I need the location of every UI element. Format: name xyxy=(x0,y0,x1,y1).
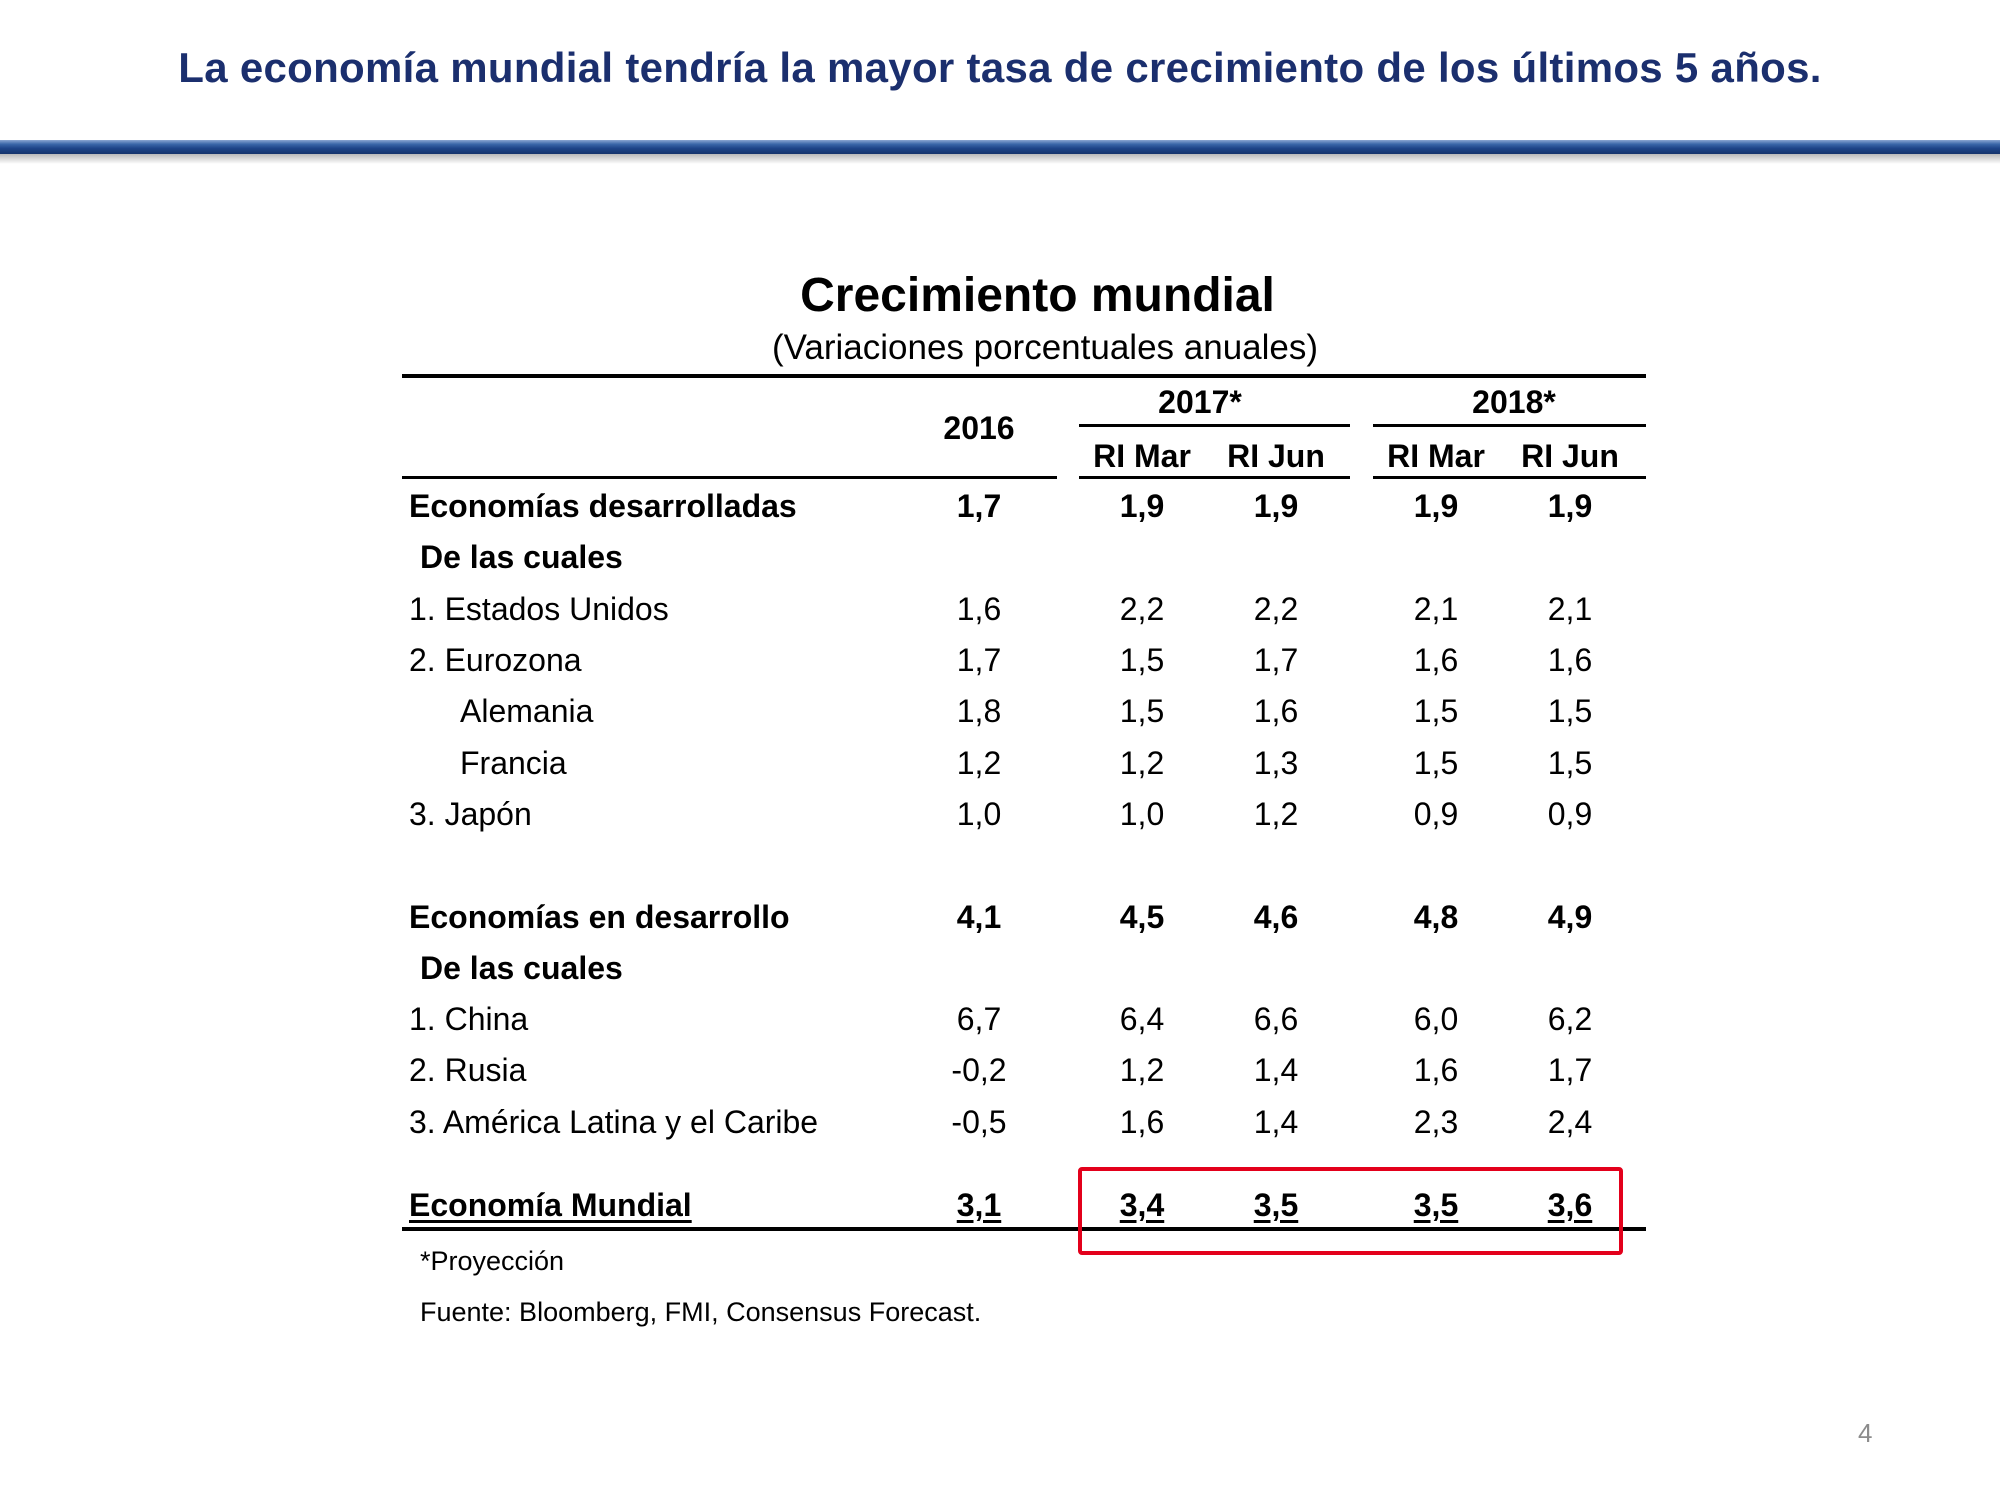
table-cell: 1,5 xyxy=(1547,745,1593,781)
table-cell: 1,7 xyxy=(1253,642,1299,678)
header-2018-ri-mar: RI Mar xyxy=(1387,438,1485,474)
table-cell: 3,1 xyxy=(956,1187,1002,1223)
slide-headline: La economía mundial tendría la mayor tasa de crecimiento de los últimos 5 años. xyxy=(178,44,1822,91)
table-cell: 1,2 xyxy=(1119,1052,1165,1088)
rule-2017-group xyxy=(1079,424,1350,427)
rule-header-2018 xyxy=(1373,476,1646,479)
table-cell: 1,6 xyxy=(1547,642,1593,678)
table-cell: 1,5 xyxy=(1413,693,1459,729)
header-divider-shadow xyxy=(0,154,2000,164)
table-cell: 1,9 xyxy=(1253,488,1299,524)
row-label-economias-en-desarrollo: Economías en desarrollo xyxy=(409,899,790,935)
table-cell: 1,6 xyxy=(1119,1104,1165,1140)
table-cell: 2,3 xyxy=(1413,1104,1459,1140)
table-cell: 1,2 xyxy=(1119,745,1165,781)
table-cell: 1,5 xyxy=(1413,745,1459,781)
table-cell: 1,7 xyxy=(1547,1052,1593,1088)
table-cell: -0,2 xyxy=(951,1052,1007,1088)
header-2016: 2016 xyxy=(943,410,1015,446)
table-cell: 1,7 xyxy=(956,642,1002,678)
highlight-box xyxy=(1078,1167,1623,1255)
table-cell: 1,9 xyxy=(1547,488,1593,524)
table-cell: 1,9 xyxy=(1119,488,1165,524)
table-cell: 3,5 xyxy=(1253,1187,1299,1223)
table-cell: 0,9 xyxy=(1413,796,1459,832)
rule-2018-group xyxy=(1373,424,1646,427)
row-label-francia: Francia xyxy=(460,745,567,781)
table-cell: 4,9 xyxy=(1547,899,1593,935)
table-cell: 6,4 xyxy=(1119,1001,1165,1037)
table-cell: 1,9 xyxy=(1413,488,1459,524)
table-cell: 3,4 xyxy=(1119,1187,1165,1223)
table-subtitle: (Variaciones porcentuales anuales) xyxy=(771,328,1319,367)
table-top-rule xyxy=(402,374,1646,378)
table-cell: 2,1 xyxy=(1547,591,1593,627)
table-cell: 1,8 xyxy=(956,693,1002,729)
table-cell: 1,5 xyxy=(1119,642,1165,678)
rule-header-label xyxy=(402,476,1057,479)
row-label-de-las-cuales: De las cuales xyxy=(420,539,623,575)
row-label-economia-mundial: Economía Mundial xyxy=(409,1187,692,1223)
table-cell: 0,9 xyxy=(1547,796,1593,832)
table-cell: 4,6 xyxy=(1253,899,1299,935)
table-cell: 1,0 xyxy=(956,796,1002,832)
table-cell: 6,2 xyxy=(1547,1001,1593,1037)
table-cell: 1,5 xyxy=(1119,693,1165,729)
table-cell: 2,4 xyxy=(1547,1104,1593,1140)
table-cell: 4,5 xyxy=(1119,899,1165,935)
table-cell: 1,4 xyxy=(1253,1104,1299,1140)
table-cell: 4,1 xyxy=(956,899,1002,935)
header-divider xyxy=(0,140,2000,154)
table-cell: 4,8 xyxy=(1413,899,1459,935)
row-label-japon: 3. Japón xyxy=(409,796,532,832)
table-title: Crecimiento mundial xyxy=(800,269,1275,322)
row-label-alemania: Alemania xyxy=(460,693,594,729)
header-2017-ri-mar: RI Mar xyxy=(1093,438,1191,474)
table-cell: 1,3 xyxy=(1253,745,1299,781)
table-cell: 3,6 xyxy=(1547,1187,1593,1223)
footnote: *Proyección xyxy=(420,1246,565,1276)
table-cell: 1,4 xyxy=(1253,1052,1299,1088)
row-label-america-latina: 3. América Latina y el Caribe xyxy=(409,1104,819,1140)
page-number: 4 xyxy=(1858,1418,1873,1448)
table-cell: 1,5 xyxy=(1547,693,1593,729)
row-label-china: 1. China xyxy=(409,1001,529,1037)
table-cell: 1,6 xyxy=(1413,1052,1459,1088)
header-2018-ri-jun: RI Jun xyxy=(1521,438,1619,474)
table-cell: 1,7 xyxy=(956,488,1002,524)
table-cell: 1,6 xyxy=(1413,642,1459,678)
table-cell: -0,5 xyxy=(951,1104,1007,1140)
table-cell: 1,2 xyxy=(1253,796,1299,832)
row-label-de-las-cuales: De las cuales xyxy=(420,950,623,986)
header-2017-ri-jun: RI Jun xyxy=(1227,438,1325,474)
header-2018: 2018* xyxy=(1472,384,1556,420)
table-cell: 1,6 xyxy=(956,591,1002,627)
table-cell: 2,2 xyxy=(1119,591,1165,627)
table-cell: 6,6 xyxy=(1253,1001,1299,1037)
row-label-economias-desarrolladas: Economías desarrolladas xyxy=(409,488,797,524)
table-cell: 1,0 xyxy=(1119,796,1165,832)
table-cell: 6,0 xyxy=(1413,1001,1459,1037)
source-note: Fuente: Bloomberg, FMI, Consensus Forecast. xyxy=(420,1297,982,1327)
row-label-eurozona: 2. Eurozona xyxy=(409,642,582,678)
table-cell: 3,5 xyxy=(1413,1187,1459,1223)
table-cell: 1,2 xyxy=(956,745,1002,781)
rule-header-2017 xyxy=(1079,476,1350,479)
table-cell: 2,1 xyxy=(1413,591,1459,627)
header-2017: 2017* xyxy=(1158,384,1242,420)
table-cell: 6,7 xyxy=(956,1001,1002,1037)
table-cell: 2,2 xyxy=(1253,591,1299,627)
row-label-rusia: 2. Rusia xyxy=(409,1052,527,1088)
table-cell: 1,6 xyxy=(1253,693,1299,729)
row-label-estados-unidos: 1. Estados Unidos xyxy=(409,591,669,627)
